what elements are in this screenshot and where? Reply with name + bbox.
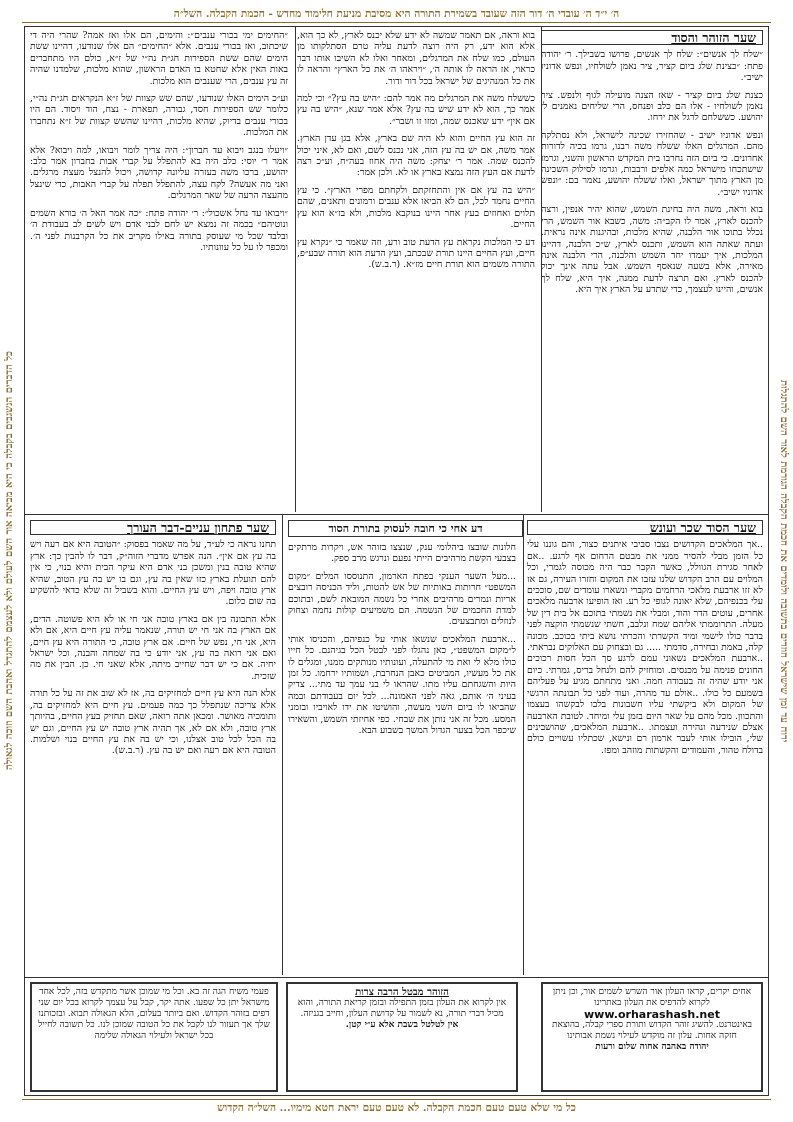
paragraph: ...מעל השער הענקי בפתח הארמון, התנוססו המלים ״מקום המשפט״ חרותות באותיות של אש להטות, וליד הכניסה רובצים אריות ונמרים מרהיבים אחרי כל נשמה המובאת לשם, ובתוכם למדת החכמים של הנשמה. הם משמיעים קולות נחמה וצחוק לנוזלים ומתבצעים. [288,570,516,628]
paragraph: בוא וראה, אם תאמר שמשה לא ידע שלא יכנס לארץ, לא כך הוא, אלא הוא ידע, רק היה רוצה לדעת עליה טרם הסתלקותו מן העולם, כמו שלח את המרגלים, ומאחר ואלו לא השיבו אותו דבר כראוי, אז הראה לו אותה ה׳, ״ויראהו ה׳ את כל הארץ״ והראה לו את כל המנהיגים של ישראל בכל דור ודור. [297,30,535,87]
box-signature: יהודה באהבה אחוה שלום ורעות [595,1042,709,1052]
column-divider [295,27,296,512]
paragraph: ״ויעלו בנגב ויבוא עד חברון״: היה צריך לומר ויבואו, למה ויבוא? אלא אמר ר׳ יוסי: כלב היה בא להתפלל על קברי אבות בחברון אמר כלב: יהושע, ברכו משה בעזרה עליונה קדושה, ויכול להנצל מעצת מרגלים. ואני מה אעשה? לקח עצה, להתפלל תפלה על קברי האבות, כדי שינצל מהעצה הרעה של שאר המרגלים. [30,144,288,202]
section-title-editor: שער פתחון עניים-דבר העורך [30,520,276,535]
column-divider [282,515,283,975]
info-box-mashiach [30,982,278,1092]
box-line: אין לקרוא את העלון בזמן התפילה ובזמן קריאת התורה, והוא מכיל דברי תורה, נא לשמור על קדושת העלון, וחייב בגניזה. [297,998,507,1019]
box-line: פעמי משיח הגה זה בא. וכל מי שמוכן אשר מתקדש בזה, לכל אחד מישראל יתן כל שפעו. אתה יקר, קבל על עצמך לקרוא בכל יום שני דפים בזוהר הקדוש. ואם ביותר בעלום, הלא הגאולה תבוא. ובזכותנו שלך אך תעזור לנו לקבל את כל הטובה שמוכן לנו. כל תשובה לחייל בכל ישראל ולעילוי הגאולה שלימה [38,987,270,1041]
paragraph: ״החימים ימי בכורי ענבים״: והימים, הם אלו ואז אמה? שהרי היה די שיכתוב, ואז בכורי ענבים. אלא ״החימים״ הם אלו שנודעו, דהיינו ששת הימים שהם ששת הספירות חג״ת נה״י של ז״א, כולם היו מתחברים באות האין אלא שחטא בו האדם הראשון, שהוא מלכות, שלמדנו שהיה זה עץ ענבים, הרי שענבים הוא מלכות. [30,30,288,87]
box-line: אחים יקרים, קראו העלון אור השרש לשמים אור, וכן ניתן לקרוא להדפיס את העלון באתרינו [552,987,752,1008]
paragraph: ״ויבואו עד נחל אשכול״: ר׳ יהודה פתח: ״כה אמר האל ה׳ בורא השמים ונוטיהם״ בכמה זה נמצא יש לחם לבני אדם ויש לשים לב בעבודת ה׳ ובלבד שכל מי שעוסק בתורה באילו מקריב את כל הקרבנות לפני ה׳. ומכפר לו על כל עוונותיו. [30,207,288,253]
paragraph: אלא הנה היא עץ חיים למחזיקים בה, אז לא שוב את זה על כל תורה אלא צריכה שנתפלל כך כמה פעמים. עץ חיים היא למחזיקים בה, ותומכיה מאושר. ומכאן אתה רואה, שאם תחזיק בעץ החיים, בהיותך ארץ טובה, ולא אם לא, אך תהיה ארץ טובה יש עץ החיים, וגם יש בה הכל לכל טוב אצלנו, וכי יש בה את עץ החיים בנוי ושלמות. הטובה היא אם רעה ואם יש בה עץ. (ר.ב.ש). [30,688,276,757]
mid-right-column [527,520,763,972]
section-title-reward: שער הסוד שכר ועונש [527,520,763,535]
section-divider [24,514,769,515]
paragraph: ״שלח לך אנשים״: שלח לך אנשים, פרושו בשבילך. ר׳ יהודה פתח: ״כצינת שלג ביום קציר, ציר נאמן לשולחיו, ונפש אדוניו ישיב״. [541,49,763,84]
box-line: אין לטלטל בשבת אלא ע״י קטן. [345,1020,459,1030]
mid-left-column [30,520,276,972]
bottom-banner: כל מי שלא טעם טעם חכמת הקבלה. לא טעם טעם יראת חטא מימיו... השל״ה הקדוש [22,1099,771,1116]
left-margin-text: כל הדברים הנשגבים בקבלה כי היא מביאה אור השם לעולם ולא לעצמם להתגדל ואהבת השם וזוכה לגאולה [4,351,15,771]
paragraph: ..אך המלאכים הקדושים נצבו סביבי איתנים כצור, והם גוננו עלי כל הזמן מבלי להסיר ממני את מבטם הרחום אף לרגע. ..אם לאחר סגירת הגוולל, כאשר הקבר כבר היה מכוסה לגמרי, וכל המלוים עם הרב הקדוש שלנו עזבו את המקום וחזרו העירה, גם אז לא זזו ארבעת מלאכי הרחמים מקברי ונשארו עומדים שם, סוככים עלי בכנפיהם, שלא יאונה לגופי כל רע. ואז הופיעו ארבעה מלאכים אחרים, עוטים הדר והוד, ומבלי את נשמתי בתוכם אל בית דין של מעלה. התרוממתי אליהם שמח ונלבב, חשתי שנשמתי הוקצה לפני בדבר כולו לישמי ומיד הקשרתי והכרתי נושא ביתי בכוכב. מכונה קלה, באמת ובחירה, סדמתי ..... גם ובצחוק עם האלוקים נבראתי. ..ארבעת המלאכים נשאוני עמם לרגע סך הכל חסות רכוכים החונים פנימה על מכנסים. ומוחזיק להם ולנחל בריס, גמרתי. כיום אני יודע שהיה זה בעבודה חמה. ואני מתחתם מגיע על פעליהם בשמעם כל כולו. ..אולם עד מהרה, ועוד לפני כל תבונתה הרגשי של המקום ולא ביקשתי עליו חשבונות בלבו לבקשהו בעצמו והתכוון. מכל מהם על שאר היום בזמן עלי ומיחד. לטובת הארבעה אצלם שנידעה ונהירה ועצמתו. ..ארבעת המלאכים, שהושבינים שלי, הובילו אותי לעבר ארמון רם ונישא, שכתליו עשויים כולם בדולח טהור, והעמודים והקשתות מוזהב ומפז. [527,539,763,756]
column-divider [541,27,542,512]
paragraph: ״היש בה עץ אם אין והתחזקתם ולקחתם מפרי הארץ״. כי עץ החיים נחמד לכל, הם לא הביאו אלא ענבים ורמונים ותאנים, שהם תלוים ואחוזים בעץ אחר היינו בנוקבא מלכות, ולא בז״א הוא עץ החיים. [297,184,535,231]
paragraph: ...ארבעת המלאכים שנשאו אותי על כנפיהם, והכניסו אותי ל״מקום המשפט״, כאן נהגלו לפני לבטל הכל בגיהנם. כל חייו כולו מלא לי ואת מי להתעלה, ועונותיו מנותקים ממנו, ומגלים לו את כל מעשיו, המביטים כאבן הנחרבת, ושמותיו ירחמו. כל זמן היות והשגחתם עליו מתו. שהראו לי בני עמך עד מתי... צדיק בעיני ה׳ אותם, גאה לפני האמונה... לכל יום בעבודתם ובמה שהביאו לו ביום השני מעשה, והושיטו את ידו לאויביו ובזמני המסע. מכל זה אני נותן את שבחי. כפי אחיזתי השמש, והשאירו שיכפר הכל בצער הגדול המשך בשבוע הבא. [288,633,516,737]
top-left-column [30,30,288,510]
section-title-zohar: שער הזוהר והסוד [541,30,763,45]
right-margin-text: ירוח עד זמן שישראל חוזרים בתשובה ולומדים את חכמת הקבלה הגורמת לאור השם להתגלות [778,379,789,743]
top-banner: ה׳ י״ד ה׳ עובדי ה׳ דור הזה שעובד בשמירת התורה היא מסיבת מניעת חלימוד מחדש - חכמת הקבלה. השל״ה [22,6,771,23]
info-box-website [541,982,763,1092]
paragraph: בוא וראה, משה היה בחינת השמש, שהוא יהיר אנפין, ורצה להכנס לארץ, אמר לו הקב״ה: משה, כשבא אור השמש, הרי נכלל בתוכו אור הלבנה, שהיא מלכות, ובהיגנות אינה נראית. ועתה שאתה הוא השמש, ותכנס לארץ, ש״כ הלבנה, דהיינו המלכות, איך יעמדו יחד השמש והלבנה, הרי הלבנה אינה מאירה, אלא בשעה שנאסף השמש. אבל עתה אינך יכול להכנס לארץ. ואם תרצה לדעת ממנה, איך היא, שלח לך אנשים, והיינו לעצמך, כדי שתדע על הארץ איך היא. [541,204,763,296]
paragraph: דע כי המלכות נקראת עץ הדעת טוב ורע, וזה שאמר כי ״נקרא עץ חיים, ועץ החיים היינו תורת שבכתב, ועץ הדעת הוא תורה שבע״פ, התורה משמים הוא תורת חיים מז״א. (ר.ב.ש). [297,236,535,271]
paragraph: זה הוא עץ החיים והוא לא היה שם בארץ, אלא בגן עדן הארץ. אמר משה, אם יש בה עץ הזה, אני נכנס לשם, ואם לא, איני יכול להכנס שמה. אמר ר׳ יצחק: משה היה אחוז בעה״ח, וע״כ רצה לדעת אם העץ הזה נמצא בארץ או לא. ולכן אמר: [297,133,535,179]
top-middle-column [297,30,535,510]
column-divider [523,515,524,975]
box-line: באינטרנט. להשיג זוהר הקדוש ותורת ספרי קבלה, בהוצאת חזקה אחות. עלון זה מוקדש לעילוי נשמת אבותינו [551,1020,753,1041]
section-divider [24,977,769,978]
box-title: הזוהר מבטל הרבה צרות [355,987,449,998]
mid-center-column [288,542,516,972]
paragraph: כששלח משה את המרגלים מה אמר להם: ״היש בה עץ?״ וכי למה אמר כך, הוא לא ידע שיש בה עץ? אלא אמר שנא, ״היש בה עץ אם אין״ ידע שאכנס שמה, ומזו זו ושבר״. [297,93,535,127]
top-right-column [541,30,763,510]
website-link[interactable]: www.orharashash.net [584,1008,720,1021]
paragraph: תחנו נראה כי לע״ד, על מה שאמר בפסוק: ״הטובה היא אם רעה ויש בה עץ אם אין״. הנה אפרש מדברי הזוה״ק, דבר לו להבין כך: ארץ שהיא טובה בנין ומשכן בני אדם היא עיקר הבית והיא בנוי, כי אין להם תועלת בארץ כזו שאין בה עץ, וגם בו יש בה עץ הטוב, שהיא ארץ טובה ויפה, ויש עץ החיים. והוא בשביל זה שלא כדאי להשקיע בה שום כלום. [30,539,276,608]
paragraph: וע״כ הימים האלו שנודעו, שהם שש קצוות של ז״א הנקראים חג״ת נה״י, כלומר שש הספירות חסד, גבורה, תפארת - נצח, הוד ויסוד. הם היו בכורי ענבים בדיוק, שהיא מלכות, דהיינו שהשש קצוות של ז״א נתחברו את המלכות. [30,93,288,139]
paragraph: ונפש אדוניו ישיב - שהחזירו שכינה לישראל, ולא נסתלקה מהם. המרגלים האלו ששלח משה רבנו, גרמו בכיה לדורות אחרונים. כי ביום הזה נחרבו בית המקדש הראשון והשני, וגרמו שישתכחו מישראל כמה אלפים ורבבות, וגרמו לסילוק השכינה מן הארץ מתוך ישראל, ואלו ששלח יהושע, נאמר בם: ״ונפש אדוניו ישיב״. [541,129,763,198]
center-strip-title: דע אחי כי חובה לעסוק בתורת הסוד [288,520,523,537]
paragraph: אלא התבונה בין אם בארץ טובה אני חי או לא היא פשוטה. הדים, אם הארץ בה אני חי יש תורה, שנאמר עליה עץ חיים היא, אם ולא היא, אני חי, נפש של חיים. אם ארץ טובה, כי התורה היא עץ חיים, ואם אני רואה בה עץ, אני יודע כי בה שמחה והבנה, וכל ישראל יחיה. אם כי יש דבר שחייב מיתה, אלא שאני חי. כן. הבין את מה שזכית. [30,613,276,682]
info-box-notice [286,982,518,1092]
paragraph: חלונות שובצו ביהלומי ענק, שנצצו בזוהר אש, ויקרות מרתקים בצבעי הקשת מרהיבים הייתי נפעם ונרגש מרב ספק. [288,542,516,565]
paragraph: כצנת שלג ביום קציר - שאז הצנה מועילה לגוף ולנפש. ציר נאמן לשולחיו - אלו הם כלב ופנחס, הרי שליחים נאמנים ל׳ יהושע. כששלחם לרגל את ירחו. [541,89,763,124]
